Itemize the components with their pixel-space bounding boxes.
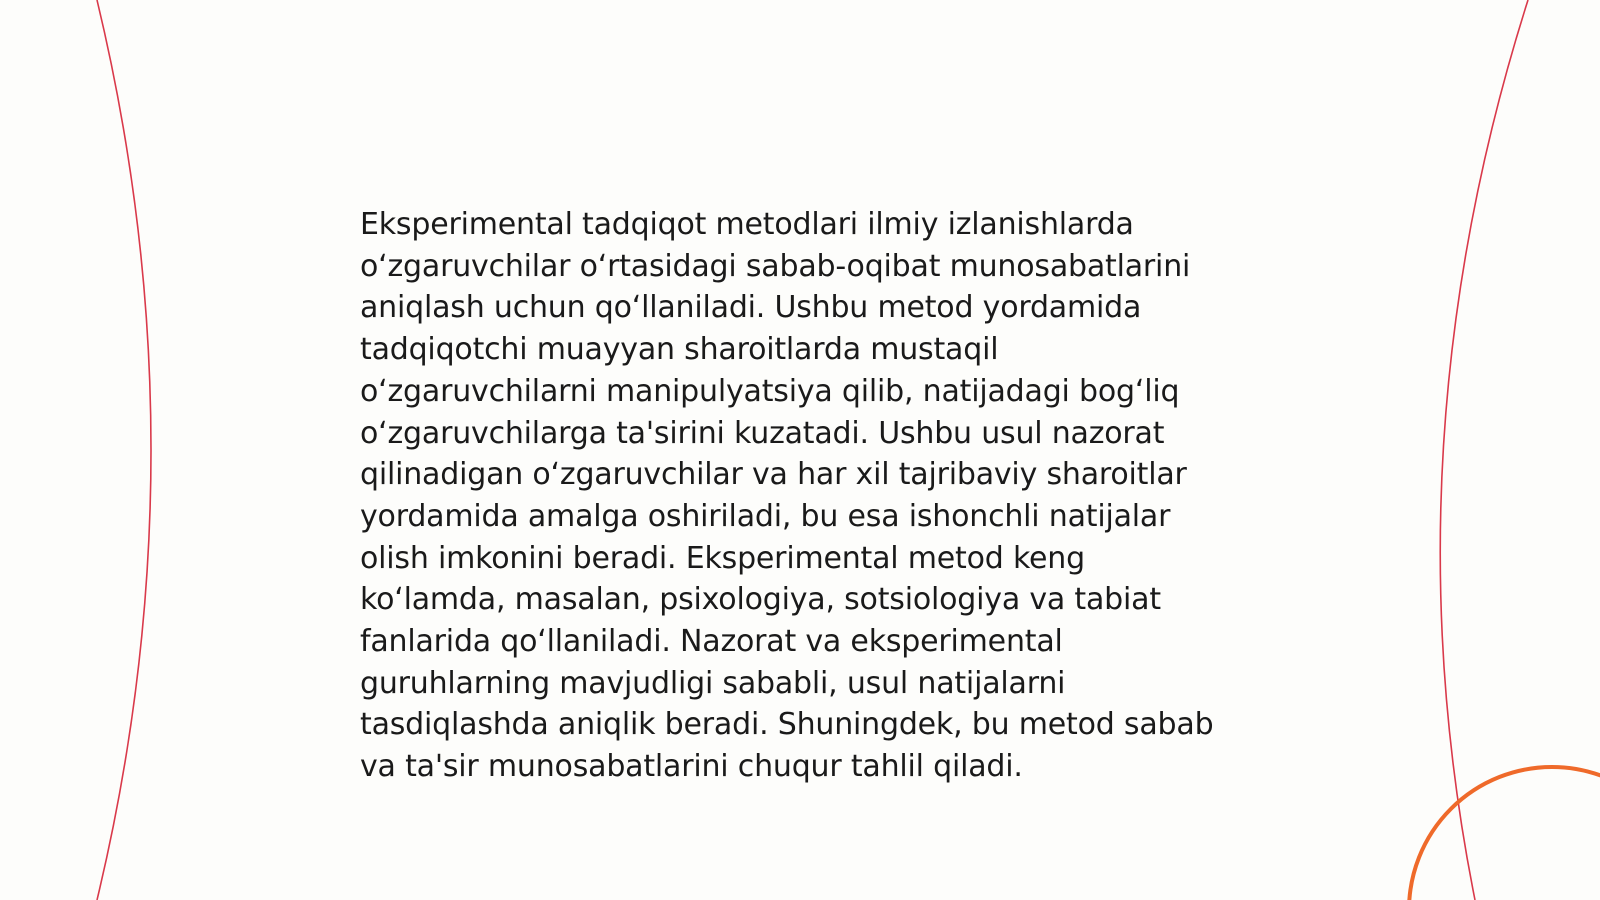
orange-decorative-circle [1409, 767, 1600, 900]
body-paragraph: Eksperimental tadqiqot metodlari ilmiy izlanishlarda oʻzgaruvchilar oʻrtasidagi sabab-oqibat munosabatlarini aniqlash uchun qoʻllaniladi. Ushbu metod yordamida tadqiqotchi muayyan sharoitlarda mustaqil oʻzgaruvchilarni manipulyatsiya qilib, natijadagi bogʻliq oʻzgaruvchilarga ta'sirini kuzatadi. Ushbu usul nazorat qilinadigan oʻzgaruvchilar va har xil tajribaviy sharoitlar yordamida amalga oshiriladi, bu esa ishonchli natijalar olish imkonini beradi. Eksperimental metod keng koʻlamda, masalan, psixologiya, sotsiologiya va tabiat fanlarida qoʻllaniladi. Nazorat va eksperimental guruhlarning mavjudligi sababli, usul natijalarni tasdiqlashda aniqlik beradi. Shuningdek, bu metod sabab va ta'sir munosabatlarini chuqur tahlil qiladi. [360, 207, 1214, 785]
right-decorative-curve [1440, 0, 1528, 900]
left-decorative-curve [97, 0, 151, 900]
